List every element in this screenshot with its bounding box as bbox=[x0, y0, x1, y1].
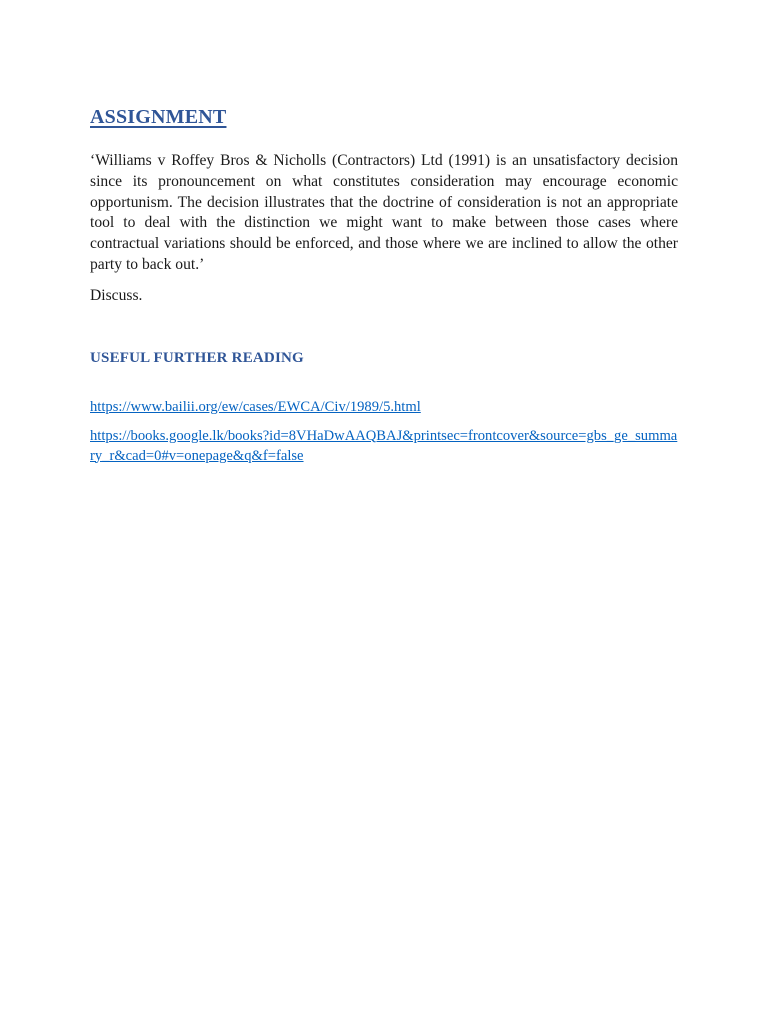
reading-link-google-books[interactable]: https://books.google.lk/books?id=8VHaDwAAQBAJ&printsec=frontcover&source=gbs_ge_summary_r&cad=0#v=onepage&q&f=false bbox=[90, 427, 678, 464]
assignment-heading: ASSIGNMENT bbox=[90, 106, 227, 128]
assignment-instruction: Discuss. bbox=[90, 286, 143, 304]
assignment-quote: ‘Williams v Roffey Bros & Nicholls (Contractors) Ltd (1991) is an unsatisfactory decision since its pronouncement on what constitutes consideration may encourage economic opportunism. The decision illustrates that the doctrine of consideration is not an appropriate tool to deal with the distinction we might want to make between those cases where contractual variations should be enforced, and those where we are inclined to allow the other party to back out.’ bbox=[90, 152, 678, 273]
further-reading-heading: USEFUL FURTHER READING bbox=[90, 349, 304, 366]
document-page bbox=[90, 106, 678, 466]
reading-link-bailii[interactable]: https://www.bailii.org/ew/cases/EWCA/Civ/1989/5.html bbox=[90, 398, 421, 415]
reading-links-list bbox=[90, 397, 678, 466]
